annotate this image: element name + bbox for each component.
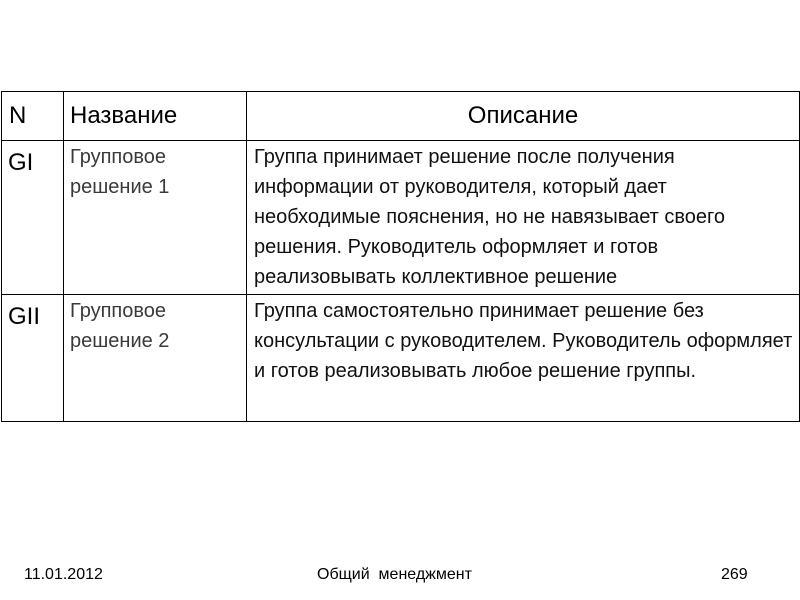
- row-code: GI: [2, 141, 64, 294]
- footer-title: Общий менеджмент: [317, 566, 472, 583]
- row-code: GII: [2, 294, 64, 421]
- footer-page-number: 269: [721, 566, 748, 583]
- decision-styles-table: [1, 91, 800, 422]
- header-name: Название: [64, 92, 247, 141]
- row-description: Группа самостоятельно принимает решение без консультации с руководителем. Руководитель оформляет и готов реализовывать любое решение группы.: [247, 294, 800, 421]
- footer-date: 11.01.2012: [24, 566, 103, 583]
- header-n: N: [2, 92, 64, 141]
- table-row: [2, 294, 800, 421]
- header-description: Описание: [247, 92, 800, 141]
- row-name: Групповое решение 2: [64, 294, 247, 421]
- row-name: Групповое решение 1: [64, 141, 247, 294]
- table-row: [2, 141, 800, 294]
- row-description: Группа принимает решение после получения информации от руководителя, который дает необходимые пояснения, но не навязывает своего решения. Руководитель оформляет и готов реализовывать коллективное решение: [247, 141, 800, 294]
- table-header-row: [2, 92, 800, 141]
